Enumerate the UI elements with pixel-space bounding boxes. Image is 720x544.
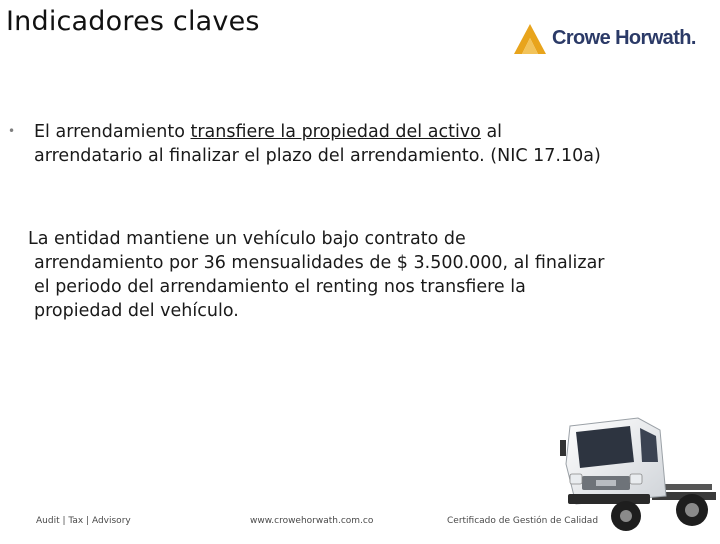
bullet-text bbox=[34, 120, 608, 168]
logo-brand-name: Crowe Horwath. bbox=[552, 27, 696, 49]
bullet-text-after: al arrendatario al finalizar el plazo del arrendamiento. (NIC 17.10a) bbox=[34, 122, 601, 166]
slide-title: Indicadores claves bbox=[6, 6, 260, 37]
footer-certification: Certificado de Gestión de Calidad bbox=[447, 516, 599, 526]
paragraph-rest: arrendamiento por 36 mensualidades de $ 3.500.000, al finalizar el periodo del arrendamiento el renting nos transfiere la propiedad del vehículo. bbox=[34, 253, 605, 321]
footer-website-link[interactable]: www.crowehorwath.com.co bbox=[250, 516, 374, 526]
bullet-text-before: El arrendamiento bbox=[34, 122, 191, 142]
bullet-underlined-text: transfiere la propiedad del activo bbox=[190, 122, 481, 142]
paragraph-first-line: La entidad mantiene un vehículo bajo contrato de bbox=[28, 229, 466, 249]
bullet-item bbox=[8, 120, 608, 168]
bullet-dot-icon: • bbox=[8, 124, 16, 138]
example-paragraph bbox=[28, 227, 618, 323]
footer-services: Audit | Tax | Advisory bbox=[36, 516, 131, 526]
crowe-horwath-logo bbox=[512, 22, 708, 56]
logo-mark-icon bbox=[512, 22, 548, 56]
